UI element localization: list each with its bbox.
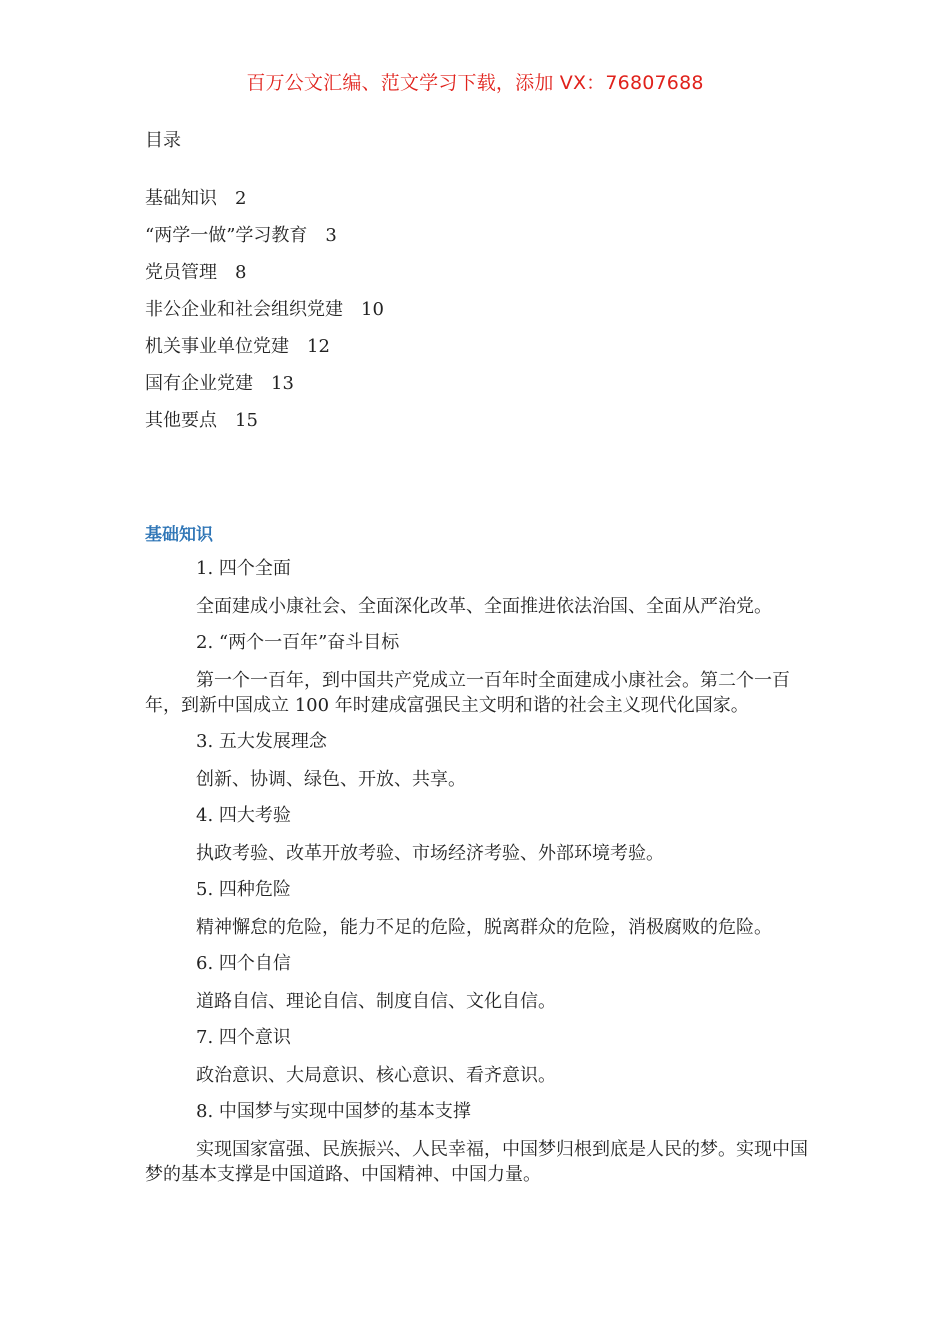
item-title: 4. 四大考验 [196, 805, 291, 826]
toc-entry-page: 3 [325, 225, 337, 246]
table-of-contents [145, 187, 384, 446]
item-title: 6. 四个自信 [196, 953, 291, 974]
item-title: 1. 四个全面 [196, 558, 291, 579]
item-title: 2. “两个一百年”奋斗目标 [196, 632, 400, 653]
item-body: 创新、协调、绿色、开放、共享。 [196, 769, 466, 790]
toc-entry-label: 党员管理 [145, 262, 217, 283]
item-title: 5. 四种危险 [196, 879, 291, 900]
toc-entry[interactable] [145, 261, 384, 298]
watermark-banner: 百万公文汇编、范文学习下载，添加 VX：76807688 [246, 72, 704, 94]
toc-heading: 目录 [145, 130, 181, 151]
toc-entry[interactable] [145, 298, 384, 335]
item-body: 精神懈怠的危险，能力不足的危险，脱离群众的危险，消极腐败的危险。 [196, 917, 772, 938]
item-body: 政治意识、大局意识、核心意识、看齐意识。 [196, 1065, 556, 1086]
toc-entry-page: 2 [235, 188, 247, 209]
toc-entry[interactable] [145, 224, 384, 261]
toc-entry[interactable] [145, 409, 384, 446]
toc-entry-page: 13 [271, 373, 294, 394]
toc-entry-label: “两学一做”学习教育 [145, 225, 308, 246]
item-title: 7. 四个意识 [196, 1027, 291, 1048]
toc-entry-label: 机关事业单位党建 [145, 336, 289, 357]
toc-entry-page: 12 [307, 336, 330, 357]
section-heading: 基础知识 [145, 525, 213, 545]
item-body: 道路自信、理论自信、制度自信、文化自信。 [196, 991, 556, 1012]
item-body: 实现国家富强、民族振兴、人民幸福，中国梦归根到底是人民的梦。实现中国梦的基本支撑是中国道路、中国精神、中国力量。 [145, 1139, 808, 1185]
toc-entry-label: 其他要点 [145, 410, 217, 431]
toc-entry-label: 国有企业党建 [145, 373, 253, 394]
toc-entry-label: 基础知识 [145, 188, 217, 209]
toc-entry-page: 10 [361, 299, 384, 320]
item-title: 3. 五大发展理念 [196, 731, 327, 752]
item-body: 全面建成小康社会、全面深化改革、全面推进依法治国、全面从严治党。 [196, 596, 772, 617]
toc-entry-page: 8 [235, 262, 247, 283]
item-body: 第一个一百年，到中国共产党成立一百年时全面建成小康社会。第二个一百年，到新中国成立 100 年时建成富强民主文明和谐的社会主义现代化国家。 [145, 670, 790, 716]
section-content [145, 557, 810, 1199]
item-title: 8. 中国梦与实现中国梦的基本支撑 [196, 1101, 471, 1122]
toc-entry-label: 非公企业和社会组织党建 [145, 299, 343, 320]
toc-entry-page: 15 [235, 410, 258, 431]
toc-entry[interactable] [145, 187, 384, 224]
item-body: 执政考验、改革开放考验、市场经济考验、外部环境考验。 [196, 843, 664, 864]
toc-entry[interactable] [145, 372, 384, 409]
toc-entry[interactable] [145, 335, 384, 372]
